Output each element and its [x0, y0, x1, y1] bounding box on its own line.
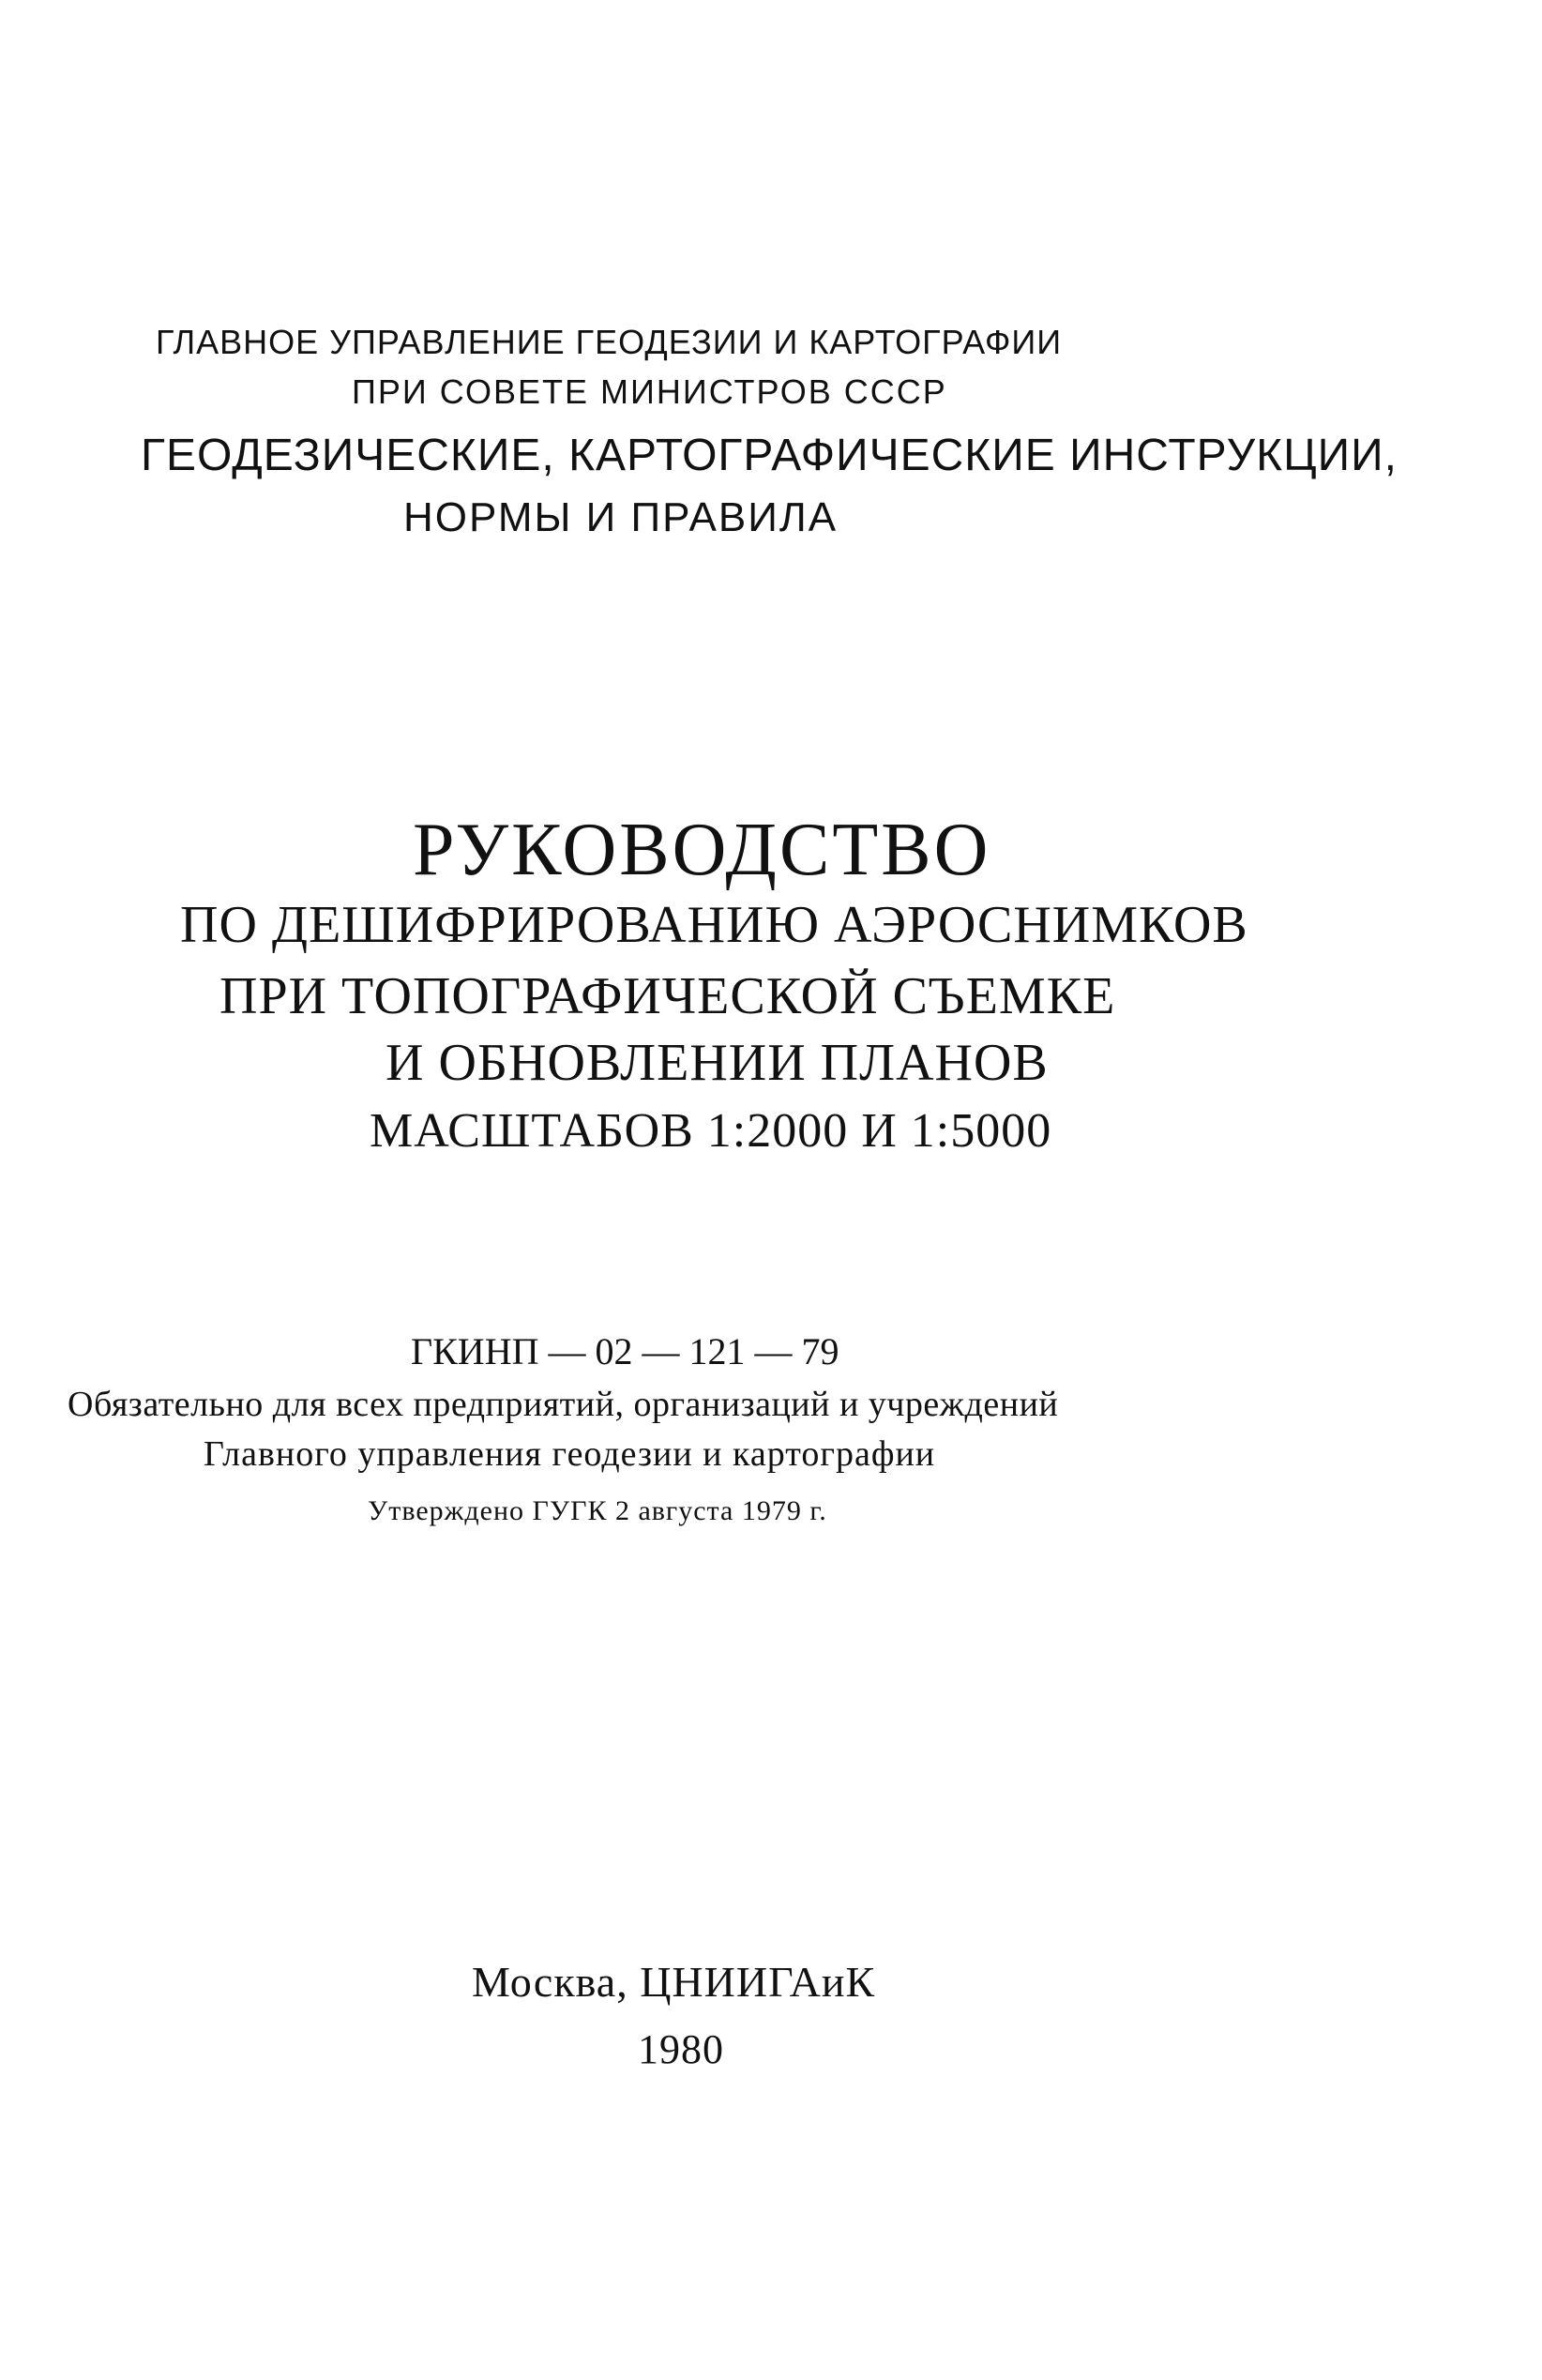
document-subtitle-line-2: ПРИ ТОПОГРАФИЧЕСКОЙ СЪЕМКЕ	[219, 967, 1116, 1025]
approval-note: Утверждено ГУГК 2 августа 1979 г.	[368, 1495, 827, 1526]
series-title-line-2: НОРМЫ И ПРАВИЛА	[403, 494, 839, 540]
mandatory-notice-line-1: Обязательно для всех предприятий, организаций и учреждений	[68, 1385, 1059, 1424]
imprint-year: 1980	[638, 2026, 724, 2072]
document-subtitle-line-3: И ОБНОВЛЕНИИ ПЛАНОВ	[386, 1034, 1049, 1092]
imprint-place: Москва, ЦНИИГАиК	[472, 1958, 876, 2006]
organization-line-2: ПРИ СОВЕТЕ МИНИСТРОВ СССР	[352, 372, 947, 411]
document-code: ГКИНП — 02 — 121 — 79	[411, 1330, 839, 1372]
document-subtitle-line-4: МАСШТАБОВ 1:2000 И 1:5000	[370, 1104, 1052, 1158]
series-title-line-1: ГЕОДЕЗИЧЕСКИЕ, КАРТОГРАФИЧЕСКИЕ ИНСТРУКЦИИ,	[141, 431, 1398, 480]
document-title: РУКОВОДСТВО	[413, 809, 991, 891]
document-subtitle-line-1: ПО ДЕШИФРИРОВАНИЮ АЭРОСНИМКОВ	[180, 896, 1248, 954]
mandatory-notice-line-2: Главного управления геодезии и картографии	[204, 1434, 936, 1474]
organization-line-1: ГЛАВНОЕ УПРАВЛЕНИЕ ГЕОДЕЗИИ И КАРТОГРАФИИ	[156, 323, 1063, 361]
